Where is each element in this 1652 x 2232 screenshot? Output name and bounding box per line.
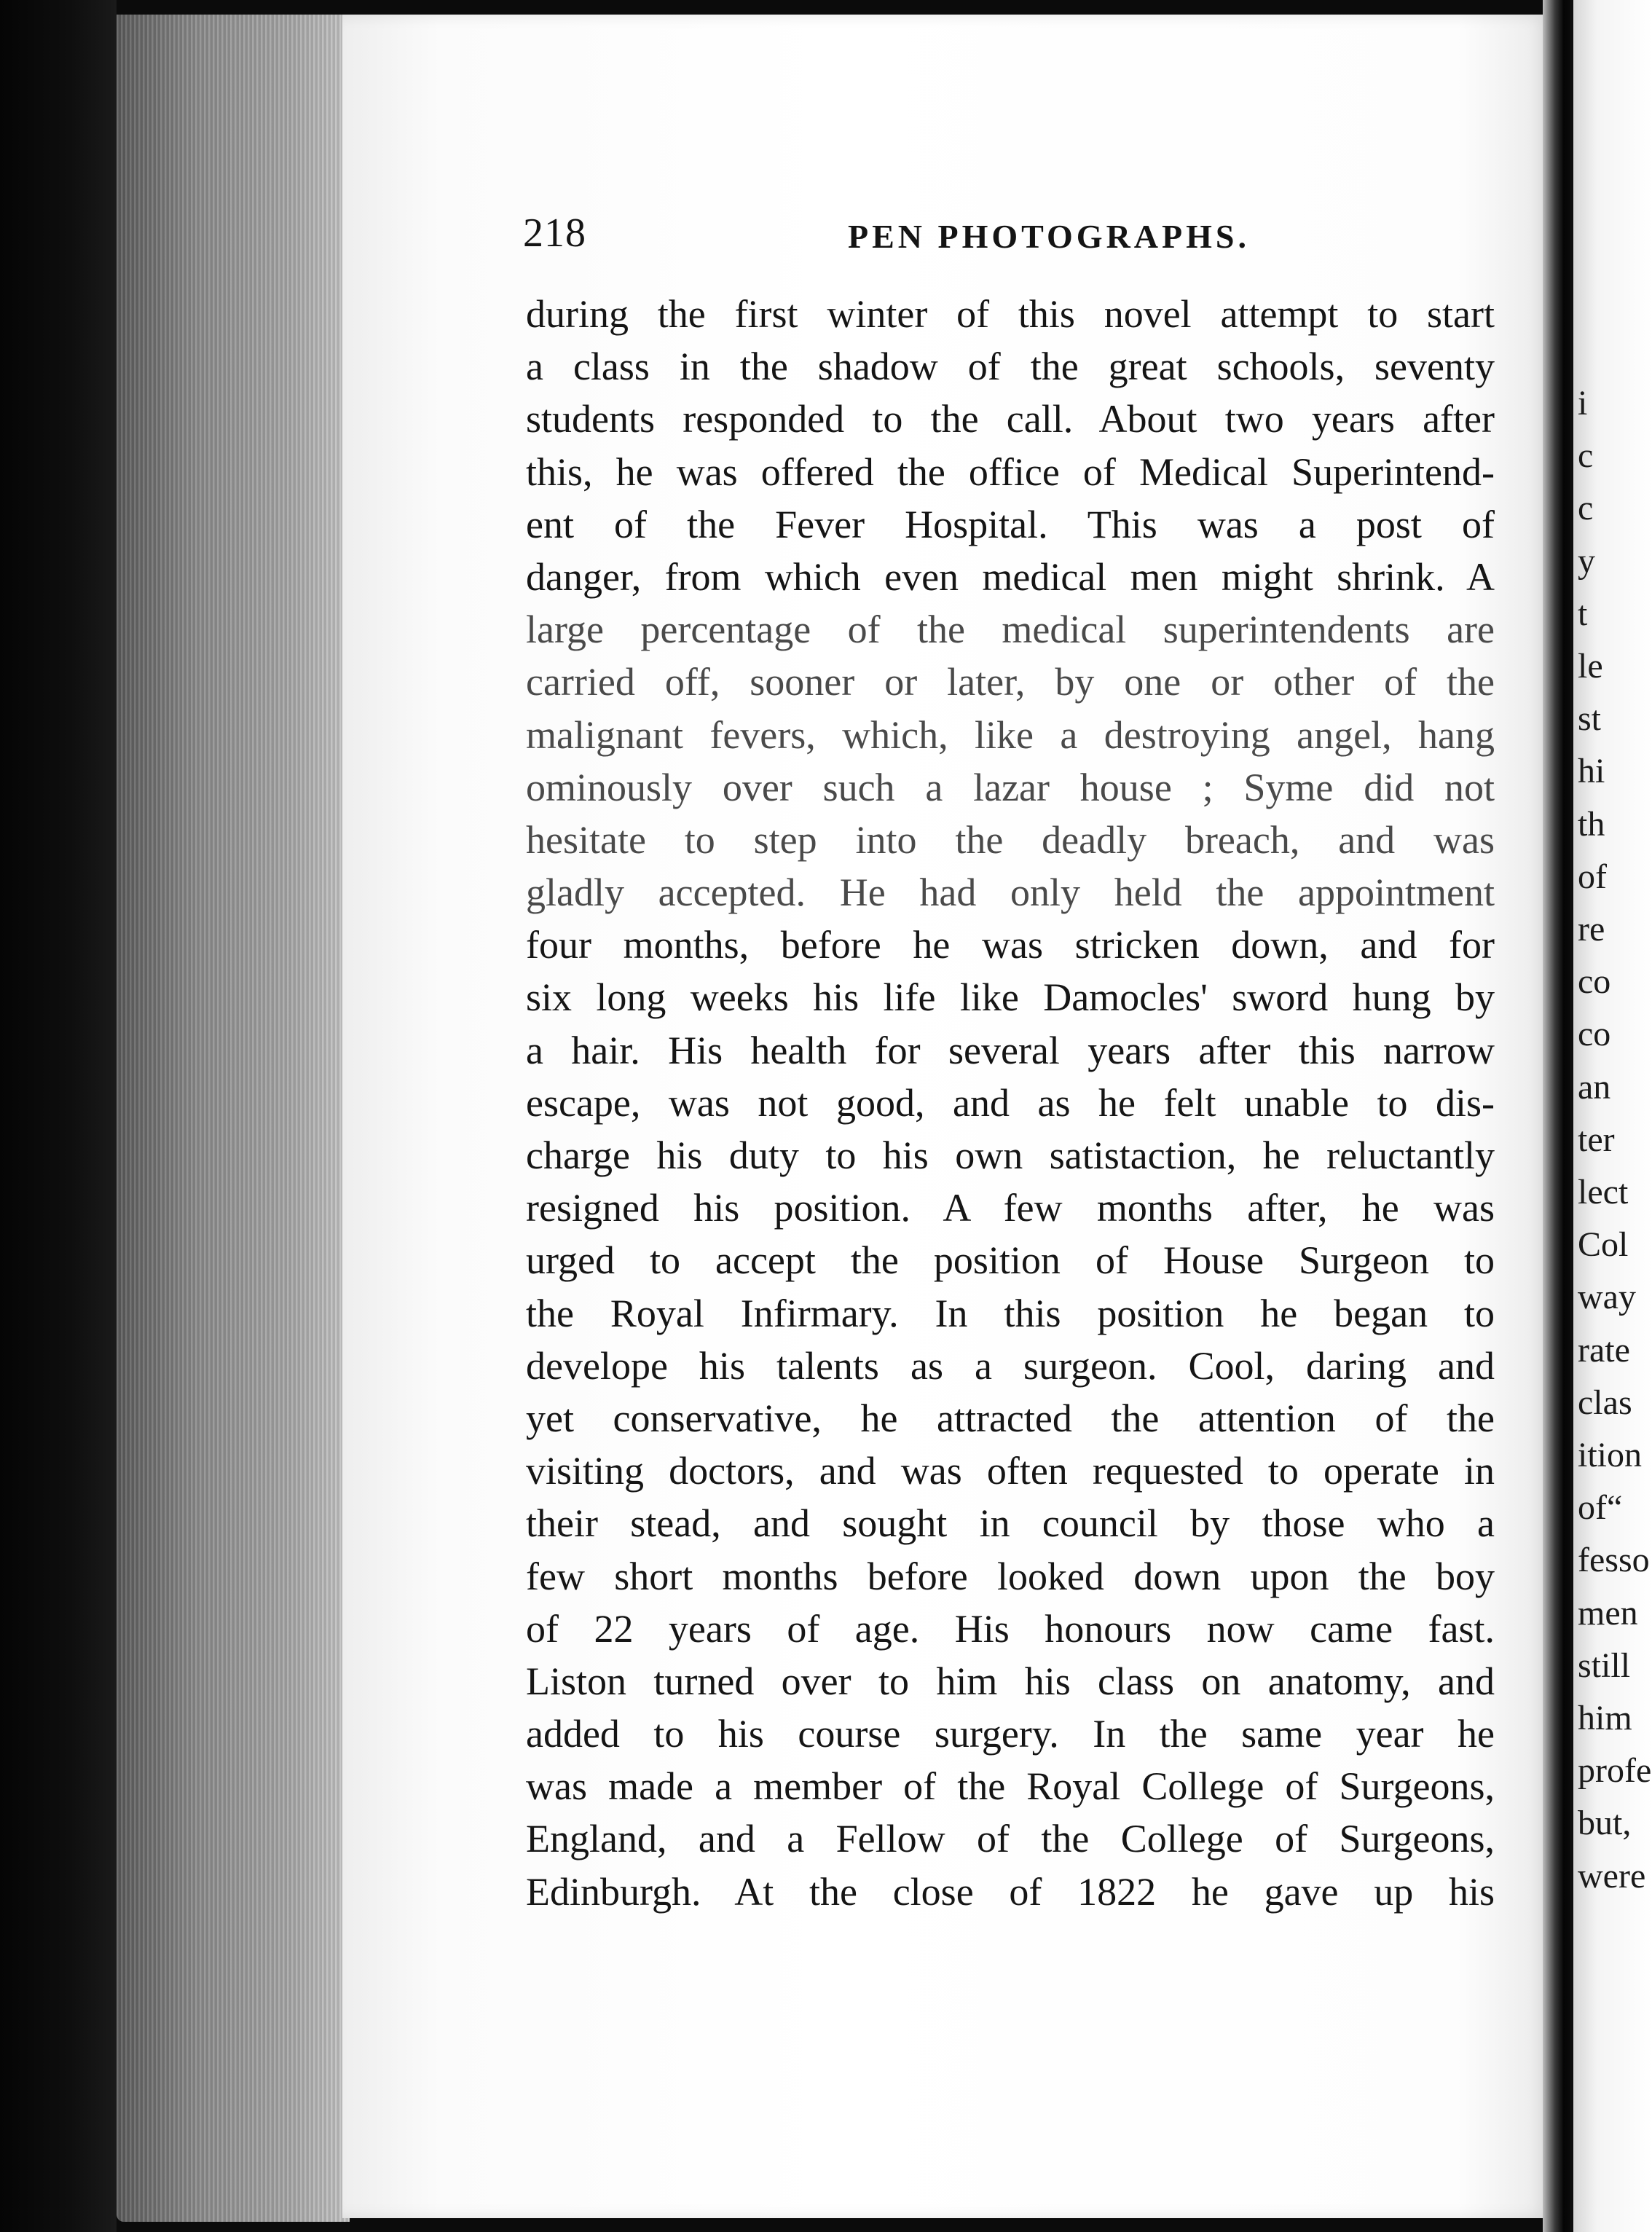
next-page-fragment: co (1578, 1015, 1611, 1054)
text-line: danger, from which even medical men might shrink. A (526, 554, 1495, 599)
text-line: Edinburgh. At the close of 1822 he gave up his (526, 1869, 1495, 1914)
text-line: escape, was not good, and as he felt unable to dis- (526, 1080, 1495, 1125)
next-page-fragment: fesso (1578, 1541, 1650, 1580)
text-line: develope his talents as a surgeon. Cool, daring and (526, 1343, 1495, 1388)
next-page-fragment: i (1578, 384, 1588, 423)
book-gutter (1543, 0, 1578, 2232)
text-line: urged to accept the position of House Surgeon to (526, 1238, 1495, 1283)
next-page-fragment: y (1578, 541, 1595, 581)
next-page-fragment: st (1578, 699, 1602, 739)
text-line: the Royal Infirmary. In this position he began to (526, 1291, 1495, 1335)
next-page-fragment: ter (1578, 1120, 1615, 1159)
text-line: this, he was offered the office of Medical Superintend- (526, 449, 1495, 494)
text-line: visiting doctors, and was often requested to operate in (526, 1449, 1495, 1493)
book-page-edges (117, 15, 350, 2222)
next-page-fragment: c (1578, 436, 1594, 476)
text-line: added to his course surgery. In the same year he (526, 1712, 1495, 1756)
next-page-fragment: le (1578, 647, 1603, 685)
next-page-fragment: ition (1578, 1436, 1643, 1474)
text-line: a hair. His health for several years after this narrow (526, 1028, 1495, 1072)
next-page-fragment: an (1578, 1067, 1611, 1107)
text-line: ominously over such a lazar house ; Syme did not (526, 765, 1495, 809)
next-page-sliver (1573, 0, 1652, 2232)
next-page-fragment: were (1578, 1856, 1646, 1895)
text-line: of 22 years of age. His honours now came fast. (526, 1606, 1495, 1651)
text-line: hesitate to step into the deadly breach, and was (526, 817, 1495, 862)
text-line: during the first winter of this novel attempt to start (526, 292, 1495, 336)
next-page-fragment: of“ (1578, 1488, 1623, 1528)
text-line: large percentage of the medical superintendents are (526, 608, 1495, 652)
text-line: England, and a Fellow of the College of Surgeons, (526, 1817, 1495, 1861)
next-page-fragment: clas (1578, 1383, 1632, 1422)
text-line: their stead, and sought in council by those who a (526, 1501, 1495, 1546)
next-page-fragment: but, (1578, 1804, 1632, 1843)
next-page-fragment: co (1578, 962, 1611, 1002)
text-line: gladly accepted. He had only held the appointment (526, 871, 1495, 915)
next-page-fragment: c (1578, 489, 1594, 528)
text-line: few short months before looked down upon the boy (526, 1554, 1495, 1598)
text-line: a class in the shadow of the great schools, seventy (526, 345, 1495, 389)
next-page-fragment: still (1578, 1646, 1631, 1685)
page-number: 218 (523, 211, 586, 256)
text-line: yet conservative, he attracted the attention of the (526, 1396, 1495, 1440)
next-page-fragment: men (1578, 1593, 1638, 1632)
text-line: six long weeks his life like Damocles' sword hung by (526, 975, 1495, 1020)
next-page-fragment: rate (1578, 1330, 1630, 1370)
text-line: carried off, sooner or later, by one or other of the (526, 660, 1495, 704)
text-line: Liston turned over to him his class on anatomy, and (526, 1659, 1495, 1703)
next-page-fragment: t (1578, 594, 1588, 633)
next-page-fragment: th (1578, 804, 1605, 844)
text-line: charge his duty to his own satistaction, he reluctantly (526, 1133, 1495, 1177)
next-page-fragment: of (1578, 857, 1607, 896)
next-page-fragment: profe (1578, 1751, 1652, 1791)
running-title: PEN PHOTOGRAPHS. (848, 218, 1250, 255)
next-page-fragment: hi (1578, 752, 1605, 791)
next-page-fragment: way (1578, 1278, 1636, 1317)
scan-border-left (0, 0, 117, 2232)
text-line: ent of the Fever Hospital. This was a post of (526, 502, 1495, 546)
body-text (526, 288, 1495, 1918)
text-line: malignant fevers, which, like a destroying angel, hang (526, 712, 1495, 757)
running-head (523, 210, 1499, 261)
text-line: resigned his position. A few months after, he was (526, 1186, 1495, 1230)
text-line: four months, before he was stricken down, and for (526, 923, 1495, 967)
text-line: students responded to the call. About two years after (526, 397, 1495, 441)
text-line: was made a member of the Royal College of Surgeons, (526, 1764, 1495, 1809)
next-page-fragment: lect (1578, 1173, 1629, 1211)
next-page-fragment: re (1578, 910, 1605, 948)
next-page-fragment: Col (1578, 1225, 1629, 1265)
next-page-fragment: him (1578, 1699, 1632, 1737)
